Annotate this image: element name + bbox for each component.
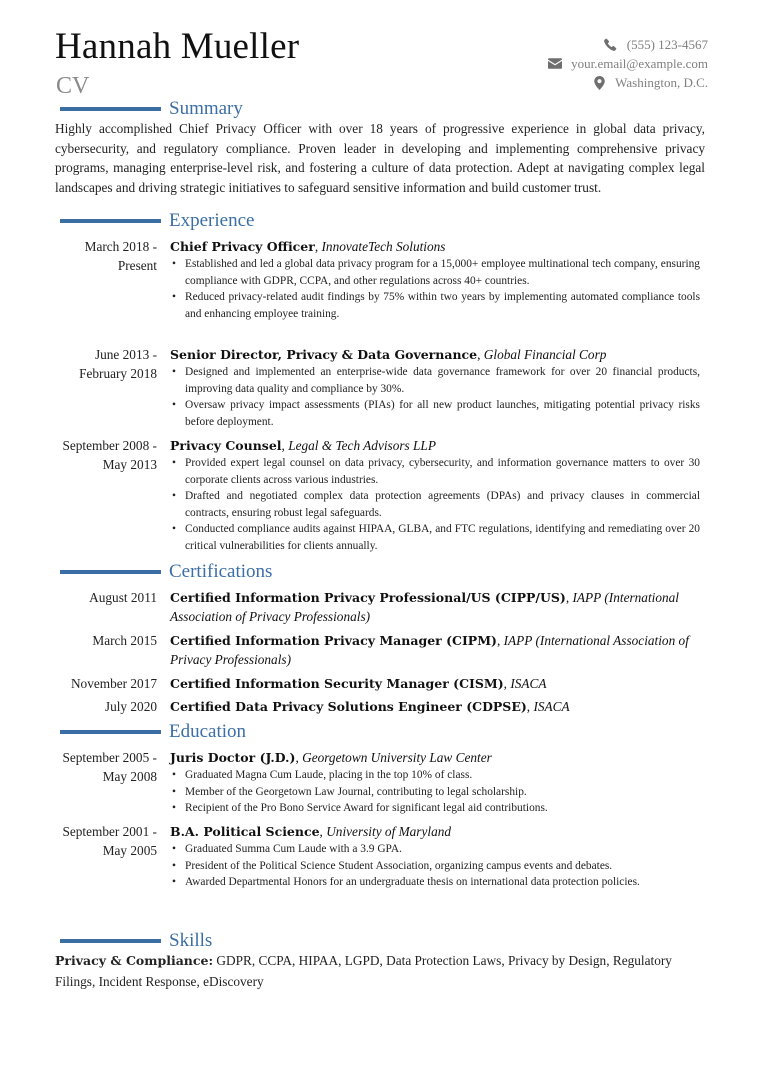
list-item: • Established and led a global data privacy program for a 15,000+ employee multinational tech company, ensuring compliance with GDPR, CCPA, and other regulations across 40+ countries. <box>170 256 700 289</box>
entry-date: September 2005 - May 2008 <box>62 750 157 784</box>
school: University of Maryland <box>326 824 452 839</box>
section-title: Education <box>169 721 247 742</box>
contact-email <box>547 54 708 73</box>
section-summary <box>0 99 760 119</box>
bullet-list <box>170 256 700 322</box>
list-item: • President of the Political Science Student Association, organizing campus events and debates. <box>170 858 700 875</box>
organization: Global Financial Corp <box>483 347 607 362</box>
bullet-list <box>170 455 700 554</box>
certification-name: Certified Information Privacy Professional/US (CIPP/US) <box>170 590 566 605</box>
section-education <box>0 722 760 742</box>
bullet-list <box>170 767 700 817</box>
section-bar <box>60 107 161 111</box>
list-item: • Graduated Magna Cum Laude, placing in the top 10% of class. <box>170 767 700 784</box>
contact-phone <box>547 35 708 54</box>
contact-location <box>547 73 708 92</box>
issuer: IAPP (International Association of Privacy Professionals) <box>170 590 679 624</box>
role: Privacy Counsel <box>170 438 282 453</box>
issuer: ISACA <box>510 676 547 691</box>
entry-title: Privacy Counsel, Legal & Tech Advisors LLP <box>170 438 436 453</box>
issuer: ISACA <box>533 699 570 714</box>
section-experience <box>0 211 760 231</box>
summary-text: Highly accomplished Chief Privacy Officer with over 18 years of progressive experience in global data privacy, cybersecurity, and regulatory compliance. Proven leader in developing and implementing comprehensive privacy programs, managing enterprise-level risk, and fostering a culture of data protection. Adept at navigating complex legal landscapes and driving strategic initiatives to safeguard sensitive information and build customer trust. <box>55 121 705 195</box>
degree: Juris Doctor (J.D.) <box>170 750 296 765</box>
skills-items: GDPR, CCPA, HIPAA, LGPD, Data Protection Laws, Privacy by Design, Regulatory Filings, Incident Response, eDiscovery <box>55 953 672 989</box>
skills-label: Privacy & Compliance: <box>55 953 214 968</box>
list-item: • Drafted and negotiated complex data protection agreements (DPAs) and privacy clauses in commercial contracts, ensuring robust legal safeguards. <box>170 488 700 521</box>
section-title: Certifications <box>169 561 273 582</box>
certification-name: Certified Information Security Manager (CISM) <box>170 676 504 691</box>
entry-date: March 2018 - Present <box>84 239 157 273</box>
envelope-icon <box>547 58 563 69</box>
organization: InnovateTech Solutions <box>321 239 446 254</box>
school: Georgetown University Law Center <box>302 750 492 765</box>
list-item: • Reduced privacy-related audit findings by 75% within two years by implementing automated compliance tools and enhancing employee training. <box>170 289 700 322</box>
bullet-list <box>170 841 700 891</box>
section-bar <box>60 939 161 943</box>
organization: Legal & Tech Advisors LLP <box>288 438 436 453</box>
list-item: • Oversaw privacy impact assessments (PIAs) for all new product launches, mitigating potential privacy risks before deployment. <box>170 397 700 430</box>
email-text[interactable]: your.email@example.com <box>571 56 708 71</box>
issuer: IAPP (International Association of Privacy Professionals) <box>170 633 689 667</box>
section-bar <box>60 570 161 574</box>
role: Senior Director, Privacy & Data Governance <box>170 347 478 362</box>
list-item: • Graduated Summa Cum Laude with a 3.9 GPA. <box>170 841 700 858</box>
cv-page: Hannah Mueller CV (555) 123-4567 your.email@example.com Washington, D.C. Summary Highly accomplished Chief Privacy Officer with over 18 years of progressive experience in global data privacy, cybersecurity, and regulatory compliance. Proven leader in developing and implementing comprehensive privacy programs, managing enterprise-level risk, and fostering a culture of data protection. Adept at navigating complex legal landscapes and driving strategic initiatives to safeguard sensitive information and build customer trust. Experience March 2018 - Present Chief Privacy Officer, InnovateTech Solutions • Established and led a global data privacy program for a 15,000+ employee multinational tech company, ensuring compliance with GDPR, CCPA, and other regulations across 40+ countries. • Reduced privacy-related audit findings by 75% within two years by implementing automated compliance tools and enhancing employee training. June 2013 - February 2018 Senior Director, Privacy & Data Governance, Global Financial Corp • Designed and implemented an enterprise-wide data governance framework for over 20 financial products, improving data quality and compliance by 30%. • Oversaw privacy impact assessments (PIAs) for all new product launches, mitigating potential privacy risks before deployment. September 2008 - May 2013 Privacy Counsel, Legal & Tech Advisors LLP • Provided expert legal counsel on data privacy, cybersecurity, and information governance matters to over 30 corporate clients across various industries. • Drafted and negotiated complex data protection agreements (DPAs) and privacy clauses in commercial contracts, ensuring robust legal safeguards. • Conducted compliance audits against HIPAA, GLBA, and FTC regulations, identifying and remediating over 20 critical vulnerabilities for clients annually. Certifications August 2011 Certified Information Privacy Professional/US (CIPP/US), IAPP (International Association of Privacy Professionals) March 2015 Certified Information Privacy Manager (CIPM), IAPP (International Association of Privacy Professionals) November 2017 Certified Information Security Manager (CISM), ISACA July 2020 Certified Data Privacy Solutions Engineer (CDPSE), ISACA Education September 2005 - May 2008 Juris Doctor (J.D.), Georgetown University Law Center • Graduated Magna Cum Laude, placing in the top 10% of class. • Member of the Georgetown Law Journal, contributing to legal scholarship. • Recipient of the Pro Bono Service Award for significant legal aid contributions. September 2001 - May 2005 B.A. Political Science, University of Maryland • Graduated Summa Cum Laude with a 3.9 GPA. • President of the Political Science Student Association, organizing campus events and debates. • Awarded Departmental Honors for an undergraduate thesis on international data protection policies. Skills Privacy & Compliance: GDPR, CCPA, HIPAA, LGPD, Data Protection Laws, Privacy by Design, Regulatory Filings, Incident Response, eDiscovery <box>0 0 760 1075</box>
skills-text <box>55 951 705 992</box>
entry-date: November 2017 <box>70 676 157 691</box>
section-bar <box>60 730 161 734</box>
entry-date: June 2013 - February 2018 <box>79 347 157 381</box>
entry-date: August 2011 <box>89 590 157 605</box>
certification-name: Certified Information Privacy Manager (CIPM) <box>170 633 497 648</box>
list-item: • Awarded Departmental Honors for an undergraduate thesis on international data protection policies. <box>170 874 700 891</box>
candidate-name: Hannah Mueller <box>55 26 300 67</box>
list-item: • Conducted compliance audits against HIPAA, GLBA, and FTC regulations, identifying and remediating over 20 critical vulnerabilities for clients annually. <box>170 521 700 554</box>
location-text: Washington, D.C. <box>615 75 708 90</box>
section-title: Summary <box>169 98 243 119</box>
section-certifications <box>0 562 760 582</box>
list-item: • Member of the Georgetown Law Journal, contributing to legal scholarship. <box>170 784 700 801</box>
section-title: Experience <box>169 210 255 231</box>
section-skills <box>0 931 760 951</box>
bullet-list <box>170 364 700 430</box>
list-item: • Recipient of the Pro Bono Service Award for significant legal aid contributions. <box>170 800 700 817</box>
certification-name: Certified Data Privacy Solutions Engineer (CDPSE) <box>170 699 527 714</box>
section-title: Skills <box>169 930 213 951</box>
entry-date: March 2015 <box>92 633 157 648</box>
entry-title: Senior Director, Privacy & Data Governance, Global Financial Corp <box>170 347 607 362</box>
list-item: • Designed and implemented an enterprise-wide data governance framework for over 20 financial products, improving data quality and compliance by 30%. <box>170 364 700 397</box>
document-subtitle: CV <box>56 73 90 99</box>
entry-date: July 2020 <box>104 699 157 714</box>
role: Chief Privacy Officer <box>170 239 315 254</box>
list-item: • Provided expert legal counsel on data privacy, cybersecurity, and information governance matters to over 30 corporate clients across various industries. <box>170 455 700 488</box>
section-bar <box>60 219 161 223</box>
contact-block <box>547 35 708 92</box>
phone-text[interactable]: (555) 123-4567 <box>626 37 708 52</box>
degree: B.A. Political Science <box>170 824 320 839</box>
map-pin-icon <box>591 76 607 90</box>
entry-date: September 2001 - May 2005 <box>62 824 157 858</box>
phone-icon <box>603 38 619 51</box>
entry-date: September 2008 - May 2013 <box>62 438 157 472</box>
entry-title: Chief Privacy Officer, InnovateTech Solutions <box>170 239 446 254</box>
